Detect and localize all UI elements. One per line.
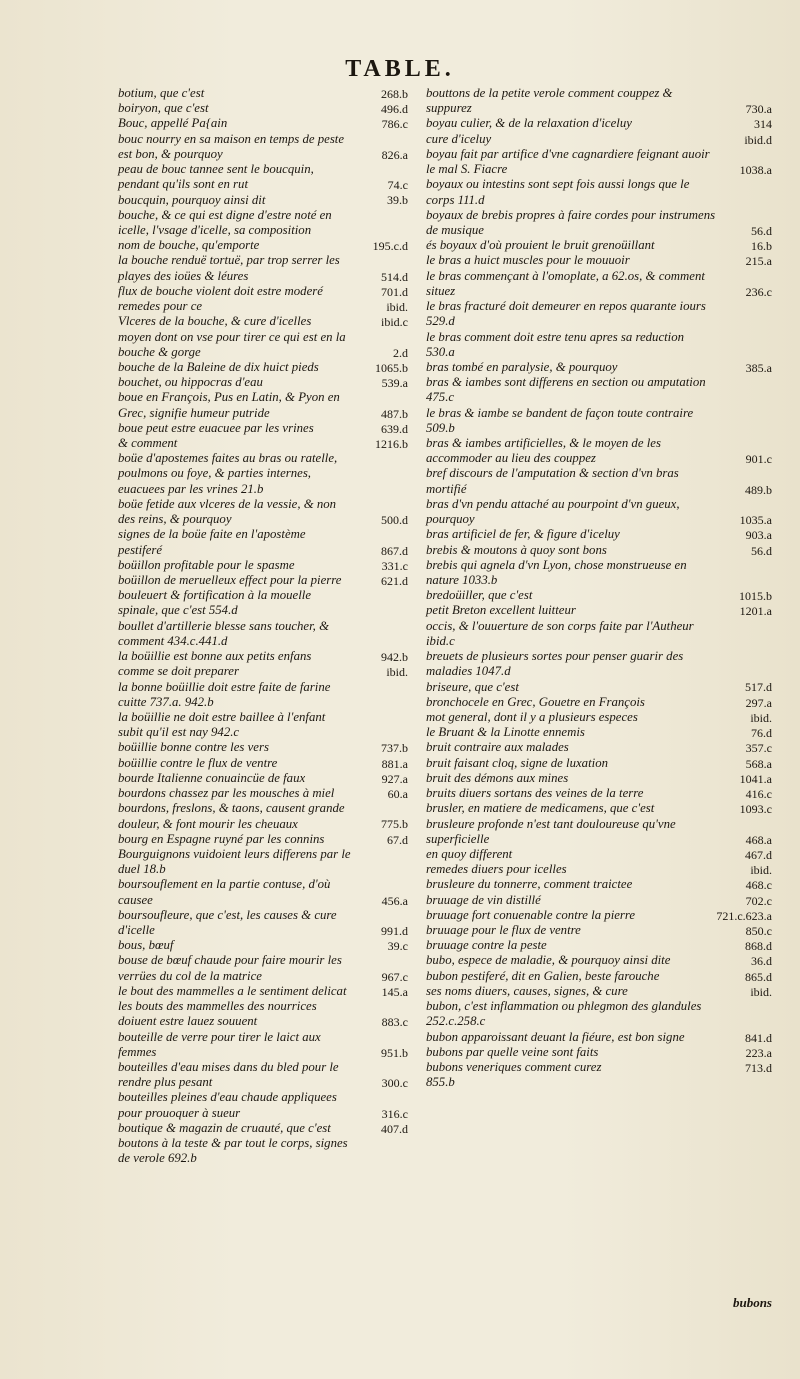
index-entry: [426, 466, 772, 496]
index-entry: [426, 132, 772, 147]
index-entry: [426, 208, 772, 238]
entry-text: ses noms diuers, causes, signes, & cure: [426, 983, 628, 998]
index-entry: [426, 862, 772, 877]
entry-text: bouse de bœuf chaude pour faire mourir les verrües du col de la matrice: [118, 953, 342, 983]
index-entry: [426, 938, 772, 953]
entry-ref: 268.b: [381, 86, 408, 101]
entry-text: breuets de plusieurs sortes pour penser guarir des maladies 1047.d: [426, 649, 684, 679]
index-entry: [426, 649, 772, 679]
index-entry: [118, 314, 408, 329]
entry-text: bruuage pour le flux de ventre: [426, 923, 581, 938]
entry-ref: 39.c: [387, 939, 408, 954]
entry-ref: ibid.: [750, 863, 772, 878]
entry-ref: 468.c: [745, 878, 772, 893]
entry-text: bubon apparoissant deuant la fiéure, est bon signe: [426, 1029, 685, 1044]
entry-ref: 539.a: [381, 376, 408, 391]
entry-ref: 927.a: [381, 771, 408, 786]
index-entry: [118, 908, 408, 938]
index-entry: [426, 269, 772, 299]
entry-ref: 467.d: [745, 847, 772, 862]
index-entry: [426, 847, 772, 862]
index-entry: [426, 588, 772, 603]
index-entry: [426, 984, 772, 999]
entry-text: la boüillie est bonne aux petits enfans: [118, 649, 312, 664]
index-entry: [118, 877, 408, 907]
entry-ref: 514.d: [381, 269, 408, 284]
index-entry: [118, 116, 408, 131]
entry-ref: 500.d: [381, 513, 408, 528]
entry-ref: 215.a: [745, 254, 772, 269]
entry-text: le Bruant & la Linotte ennemis: [426, 725, 585, 740]
index-entry: [118, 497, 408, 527]
entry-text: bous, bœuf: [118, 938, 174, 953]
index-entry: [426, 969, 772, 984]
index-entry: [426, 908, 772, 923]
entry-text: bras tombé en paralysie, & pourquoy: [426, 359, 618, 374]
index-entry: [118, 360, 408, 375]
entry-ref: 517.d: [745, 680, 772, 695]
entry-text: boüillie contre le flux de ventre: [118, 755, 278, 770]
entry-text: la bonne boüillie doit estre faite de farine cuitte 737.a. 942.b: [118, 679, 331, 709]
entry-ref: 236.c: [745, 284, 772, 299]
entry-text: flux de bouche violent doit estre moderé: [118, 283, 323, 298]
index-entry: [426, 603, 772, 618]
entry-ref: 76.d: [751, 726, 772, 741]
entry-text: boüe fetide aux vlceres de la vessie, & non des reins, & pourquoy: [118, 496, 337, 527]
entry-text: boüillon profitable pour le spasme: [118, 557, 295, 572]
index-entry: [426, 1060, 772, 1075]
entry-ref: 1035.a: [739, 513, 772, 528]
index-entry: [118, 436, 408, 451]
index-entry: [118, 1030, 408, 1060]
index-entry: [118, 756, 408, 771]
entry-text: brebis qui agnela d'vn Lyon, chose monstrueuse en nature 1033.b: [426, 557, 687, 587]
entry-text: bras d'vn pendu attaché au pourpoint d'vn gueux, pourquoy: [426, 496, 680, 527]
entry-text: le bras fracturé doit demeurer en repos quarante iours 529.d: [426, 299, 706, 329]
entry-ref: ibid.: [750, 984, 772, 999]
entry-text: boüillon de meruelleux effect pour la pierre: [118, 573, 342, 587]
entry-ref: 39.b: [387, 193, 408, 208]
entry-text: boutons à la teste & par tout le corps, signes de verole 692.b: [118, 1136, 348, 1166]
entry-ref: ibid.: [386, 300, 408, 315]
entry-text: le bras a huict muscles pour le mouuoir: [426, 253, 630, 268]
entry-text: le bras & iambe se bandent de façon toute contraire 509.b: [426, 405, 694, 435]
entry-ref: 314: [754, 117, 772, 132]
entry-text: bruits diuers sortans des veines de la terre: [426, 786, 644, 801]
entry-ref: 881.a: [381, 756, 408, 771]
entry-ref: 36.d: [751, 954, 772, 969]
entry-text: en quoy different: [426, 846, 513, 861]
index-entry: [118, 740, 408, 755]
index-entry: [118, 999, 408, 1029]
entry-ref: 967.c: [381, 969, 408, 984]
index-column-right: [426, 86, 772, 1090]
entry-text: bubons veneriques comment curez: [426, 1060, 602, 1074]
entry-text: bronchocele en Grec, Gouetre en François: [426, 694, 645, 709]
index-entry: [118, 801, 408, 831]
entry-text: boue en François, Pus en Latin, & Pyon en Grec, signifie humeur putride: [118, 390, 340, 420]
entry-text: boüe d'apostemes faites au bras ou ratelle, poulmons ou foye, & parties internes, euacuees par les vrines 21.b: [118, 451, 338, 496]
index-entry: [426, 147, 772, 177]
index-entry: [426, 253, 772, 268]
entry-text: bruit faisant cloq, signe de luxation: [426, 755, 608, 770]
entry-text: mot general, dont il y a plusieurs especes: [426, 709, 638, 724]
index-entry: [118, 208, 408, 238]
index-entry: [118, 588, 408, 618]
entry-text: Bouc, appellé Pa{ain: [118, 116, 228, 131]
index-entry: [118, 330, 408, 360]
entry-ref: 903.a: [745, 528, 772, 543]
entry-ref: 865.d: [745, 969, 772, 984]
index-entry: [118, 558, 408, 573]
entry-text: la bouche renduë tortuë, par trop serrer les playes des ioües & léures: [118, 253, 340, 283]
entry-text: boyau fait par artifice d'vne cagnardiere feignant auoir le mal S. Fiacre: [426, 146, 710, 177]
entry-text: bras & iambes sont differens en section ou amputation 475.c: [426, 375, 706, 405]
entry-text: bras artificiel de fer, & figure d'iceluy: [426, 527, 620, 542]
entry-text: bouche, & ce qui est digne d'estre noté en icelle, l'vsage d'icelle, sa composition: [118, 207, 332, 237]
entry-ref: 775.b: [381, 817, 408, 832]
entry-ref: 145.a: [381, 984, 408, 999]
index-entry: [426, 238, 772, 253]
entry-text: Bourguignons vuidoient leurs differens par le duel 18.b: [118, 846, 351, 877]
index-entry: [118, 938, 408, 953]
entry-text: bref discours de l'amputation & section d'vn bras mortifié: [426, 466, 679, 496]
index-entry: [118, 832, 408, 847]
entry-ref: 730.a: [745, 102, 772, 117]
entry-ref: 496.d: [381, 102, 408, 117]
entry-text: bouteilles pleines d'eau chaude appliquees pour prouoquer à sueur: [118, 1090, 337, 1120]
entry-ref: 357.c: [745, 741, 772, 756]
entry-text: bouche de la Baleine de dix huict pieds: [118, 359, 319, 374]
entry-text: brusleure du tonnerre, comment traictee: [426, 877, 633, 892]
entry-text: Vlceres de la bouche, & cure d'icelles: [118, 314, 312, 329]
index-entry: [426, 725, 772, 740]
entry-ref: 1093.c: [739, 802, 772, 817]
entry-text: occis, & l'ouuerture de son corps faite par l'Autheur ibid.c: [426, 618, 694, 648]
entry-ref: 942.b: [381, 650, 408, 665]
entry-text: bouc nourry en sa maison en temps de peste est bon, & pourquoy: [118, 131, 345, 161]
index-entry: [426, 817, 772, 847]
entry-text: bras & iambes artificielles, & le moyen de les accommoder au lieu des couppez: [426, 436, 661, 466]
entry-text: brebis & moutons à quoy sont bons: [426, 542, 607, 557]
index-entry: [426, 527, 772, 542]
entry-text: briseure, que c'est: [426, 679, 519, 694]
entry-ref: 1201.a: [739, 604, 772, 619]
index-entry: [426, 406, 772, 436]
index-entry: [118, 132, 408, 162]
entry-ref: 385.a: [745, 360, 772, 375]
entry-ref: 487.b: [381, 406, 408, 421]
entry-text: és boyaux d'où prouient le bruit grenoüillant: [426, 238, 655, 253]
entry-ref: 721.c.623.a: [716, 908, 772, 923]
index-entry: [426, 999, 772, 1029]
entry-ref: 67.d: [387, 832, 408, 847]
entry-text: boiryon, que c'est: [118, 101, 209, 116]
entry-ref: 456.a: [381, 893, 408, 908]
index-entry: [426, 893, 772, 908]
index-entry: [118, 771, 408, 786]
entry-ref: 850.c: [745, 923, 772, 938]
entry-ref: 951.b: [381, 1045, 408, 1060]
index-entry: [118, 847, 408, 877]
entry-text: les bouts des mammelles des nourrices doiuent estre lauez souuent: [118, 999, 317, 1029]
index-entry: [118, 680, 408, 710]
index-entry: [118, 86, 408, 101]
entry-text: petit Breton excellent luitteur: [426, 603, 576, 618]
index-entry: [118, 664, 408, 679]
index-entry: [118, 375, 408, 390]
entry-text: bouteille de verre pour tirer le laict aux femmes: [118, 1029, 321, 1059]
index-entry: [118, 573, 408, 588]
entry-text: peau de bouc tannee sent le boucquin, pendant qu'ils sont en rut: [118, 162, 314, 192]
entry-text: boursouflement en la partie contuse, d'où causee: [118, 877, 331, 907]
index-entry: [426, 695, 772, 710]
entry-text: nom de bouche, qu'emporte: [118, 238, 260, 253]
entry-text: boue peut estre euacuee par les vrines: [118, 420, 314, 435]
index-entry: [118, 299, 408, 314]
entry-ref: 316.c: [381, 1106, 408, 1121]
index-entry: [426, 801, 772, 816]
index-entry: [426, 923, 772, 938]
index-entry: [118, 1090, 408, 1120]
entry-text: botium, que c'est: [118, 86, 205, 100]
entry-ref: 702.c: [745, 893, 772, 908]
entry-text: boursoufleure, que c'est, les causes & cure d'icelle: [118, 907, 337, 938]
entry-text: le bras comment doit estre tenu apres sa reduction 530.a: [426, 329, 685, 359]
entry-text: bourde Italienne conuaincüe de faux: [118, 770, 306, 785]
index-entry: [118, 162, 408, 192]
entry-ref: 1038.a: [739, 163, 772, 178]
entry-ref: ibid.c: [381, 315, 408, 330]
entry-ref: 1041.a: [739, 771, 772, 786]
index-entry: [426, 953, 772, 968]
entry-ref: 991.d: [381, 923, 408, 938]
index-entry: [426, 543, 772, 558]
index-entry: [426, 1075, 772, 1090]
index-entry: [118, 710, 408, 740]
entry-ref: 74.c: [387, 178, 408, 193]
page-title: TABLE.: [345, 56, 455, 82]
index-entry: [118, 1121, 408, 1136]
entry-text: bubon, c'est inflammation ou phlegmon des glandules 252.c.258.c: [426, 999, 702, 1029]
entry-ref: 16.b: [751, 239, 772, 254]
entry-ref: 331.c: [381, 558, 408, 573]
entry-text: cure d'iceluy: [426, 131, 492, 146]
index-entry: [426, 360, 772, 375]
entry-ref: 407.d: [381, 1121, 408, 1136]
entry-text: 855.b: [426, 1075, 455, 1090]
entry-ref: 489.b: [745, 482, 772, 497]
entry-ref: 713.d: [745, 1060, 772, 1075]
entry-text: boyaux de brebis propres à faire cordes pour instrumens de musique: [426, 207, 716, 237]
index-entry: [118, 619, 408, 649]
index-entry: [426, 299, 772, 329]
index-entry: [426, 330, 772, 360]
entry-text: bruit contraire aux malades: [426, 740, 569, 755]
index-entry: [426, 375, 772, 405]
index-entry: [118, 253, 408, 283]
index-entry: [426, 436, 772, 466]
index-entry: [118, 284, 408, 299]
entry-text: boüillie bonne contre les vers: [118, 740, 269, 755]
entry-text: bubon pestiferé, dit en Galien, beste farouche: [426, 968, 660, 983]
entry-text: signes de la boüe faite en l'apostème pestiferé: [118, 527, 306, 557]
index-entry: [118, 1060, 408, 1090]
entry-text: bredoüiller, que c'est: [426, 588, 533, 603]
entry-ref: 300.c: [381, 1076, 408, 1091]
entry-text: bourg en Espagne ruyné par les connins: [118, 831, 325, 846]
index-entry: [118, 649, 408, 664]
entry-text: bouteilles d'eau mises dans du bled pour le rendre plus pesant: [118, 1060, 339, 1090]
entry-ref: 621.d: [381, 573, 408, 588]
entry-ref: 737.b: [381, 741, 408, 756]
entry-text: bourdons chassez par les mousches à miel: [118, 786, 335, 801]
index-column-left: [118, 86, 408, 1167]
index-entry: [426, 1045, 772, 1060]
index-entry: [426, 177, 772, 207]
index-entry: [118, 390, 408, 420]
entry-text: bourdons, freslons, & taons, causent grande douleur, & font mourir les cheuaux: [118, 801, 345, 831]
entry-text: boyau culier, & de la relaxation d'iceluy: [426, 116, 632, 131]
index-entry: [118, 984, 408, 999]
catchword: bubons: [732, 1295, 772, 1310]
entry-ref: 60.a: [387, 787, 408, 802]
index-entry: [426, 497, 772, 527]
entry-ref: 826.a: [381, 147, 408, 162]
entry-text: boyaux ou intestins sont sept fois aussi longs que le corps 111.d: [426, 177, 690, 207]
index-entry: [118, 238, 408, 253]
entry-ref: 56.d: [751, 543, 772, 558]
entry-text: bubo, espece de maladie, & pourquoy ainsi dite: [426, 953, 671, 968]
index-entry: [118, 101, 408, 116]
index-entry: [426, 786, 772, 801]
index-entry: [118, 421, 408, 436]
entry-ref: 568.a: [745, 756, 772, 771]
index-entry: [426, 86, 772, 116]
entry-ref: 867.d: [381, 543, 408, 558]
entry-ref: 786.c: [381, 117, 408, 132]
entry-ref: 468.a: [745, 832, 772, 847]
entry-text: moyen dont on vse pour tirer ce qui est en la bouche & gorge: [118, 329, 346, 359]
index-entry: [426, 756, 772, 771]
entry-text: remedes pour ce: [118, 299, 203, 314]
entry-text: le bras commençant à l'omoplate, a 62.os, & comment situez: [426, 268, 705, 298]
index-entry: [118, 1136, 408, 1166]
entry-ref: 2.d: [393, 345, 408, 360]
entry-ref: 639.d: [381, 421, 408, 436]
entry-ref: 297.a: [745, 695, 772, 710]
entry-ref: 1015.b: [739, 589, 772, 604]
entry-text: brusleure profonde n'est tant douloureuse qu'vne superficielle: [426, 816, 676, 846]
entry-ref: 195.c.d: [372, 239, 408, 254]
entry-text: bubons par quelle veine sont faits: [426, 1044, 599, 1059]
entry-ref: 416.c: [745, 787, 772, 802]
entry-text: brusler, en matiere de medicamens, que c'est: [426, 801, 655, 816]
entry-ref: ibid.d: [744, 132, 772, 147]
entry-ref: 841.d: [745, 1030, 772, 1045]
entry-text: bouttons de la petite verole comment couppez & suppurez: [426, 86, 673, 116]
entry-ref: 56.d: [751, 223, 772, 238]
entry-ref: ibid.: [750, 710, 772, 725]
entry-text: boutique & magazin de cruauté, que c'est: [118, 1120, 331, 1135]
entry-text: le bout des mammelles a le sentiment delicat: [118, 983, 347, 998]
index-entry: [118, 953, 408, 983]
index-entry: [118, 786, 408, 801]
index-entry: [426, 116, 772, 131]
index-entry: [118, 527, 408, 557]
entry-text: bouchet, ou hippocras d'eau: [118, 375, 263, 390]
entry-ref: 901.c: [745, 452, 772, 467]
index-entry: [426, 710, 772, 725]
entry-ref: ibid.: [386, 665, 408, 680]
index-entry: [426, 558, 772, 588]
index-entry: [118, 193, 408, 208]
entry-text: & comment: [118, 436, 178, 451]
index-entry: [426, 740, 772, 755]
entry-text: bruuage de vin distillé: [426, 892, 541, 907]
index-entry: [426, 680, 772, 695]
entry-ref: 883.c: [381, 1015, 408, 1030]
entry-ref: 223.a: [745, 1045, 772, 1060]
entry-text: la boüillie ne doit estre baillee à l'enfant subit qu'il est nay 942.c: [118, 709, 326, 740]
entry-text: bouleuert & fortification à la mouelle spinale, que c'est 554.d: [118, 588, 311, 618]
index-entry: [426, 619, 772, 649]
entry-text: bruuage contre la peste: [426, 938, 547, 953]
index-entry: [426, 877, 772, 892]
entry-ref: 1065.b: [375, 360, 408, 375]
index-entry: [426, 1030, 772, 1045]
entry-text: boucquin, pourquoy ainsi dit: [118, 192, 266, 207]
entry-text: boullet d'artillerie blesse sans toucher, & comment 434.c.441.d: [118, 618, 330, 648]
entry-text: comme se doit preparer: [118, 664, 239, 679]
entry-ref: 701.d: [381, 284, 408, 299]
entry-ref: 868.d: [745, 939, 772, 954]
entry-text: bruit des démons aux mines: [426, 770, 569, 785]
entry-text: bruuage fort conuenable contre la pierre: [426, 907, 636, 922]
index-entry: [426, 771, 772, 786]
entry-ref: 1216.b: [375, 436, 408, 451]
entry-text: remedes diuers pour icelles: [426, 862, 567, 877]
index-entry: [118, 451, 408, 497]
